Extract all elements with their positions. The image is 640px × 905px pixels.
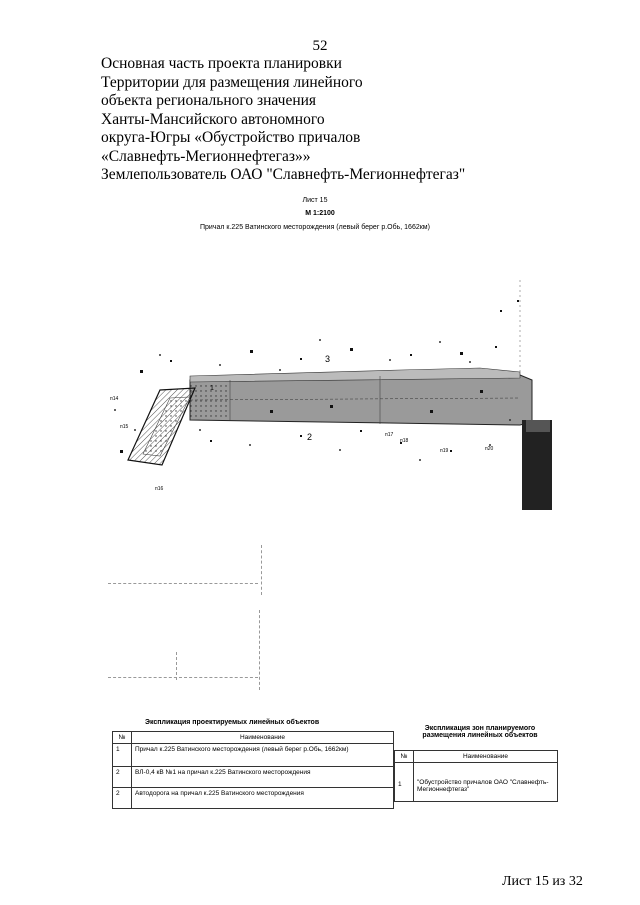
table-header-row — [395, 751, 558, 763]
table-linear-objects — [112, 731, 394, 809]
table-cell: Причал к.225 Ватинского месторождения (левый берег р.Обь, 1662км) — [132, 744, 394, 767]
zone-label-2: 2 — [307, 432, 313, 442]
dashed-guide-vertical — [261, 545, 262, 595]
table-zones-caption-line: размещения линейных объектов — [422, 732, 538, 739]
table-row — [113, 767, 394, 788]
table-cell: 1 — [395, 763, 414, 802]
object-caption: Причал к.225 Ватинского месторождения (левый берег р.Обь, 1662км) — [200, 224, 430, 231]
page-footer: Лист 15 из 32 — [502, 874, 583, 889]
zone-label-3: 3 — [325, 354, 331, 364]
dark-block-top — [526, 420, 550, 432]
table-row — [395, 763, 558, 802]
table-header-cell: Наименование — [132, 732, 394, 744]
table-header-cell: Наименование — [414, 751, 558, 763]
dashed-guide-vertical — [259, 610, 260, 690]
sheet-label: Лист 15 — [302, 197, 328, 204]
point-label: п18 — [400, 438, 409, 444]
site-plan-drawing — [100, 280, 560, 520]
point-label: п14 — [110, 396, 119, 402]
dashed-guide-horizontal — [108, 583, 258, 584]
table-cell: 2 — [113, 788, 132, 809]
dashed-guide-horizontal — [108, 677, 258, 678]
header-line: «Славнефть-Мегионнефтегаз»» — [101, 147, 311, 165]
header-line: объекта регионального значения — [101, 92, 317, 109]
table-header-cell: № — [395, 751, 414, 763]
point-label: п19 — [440, 448, 449, 454]
point-label: п17 — [385, 432, 394, 438]
table-cell: 2 — [113, 767, 132, 788]
header-line: Основная часть проекта планировки — [101, 55, 342, 72]
table-header-row — [113, 732, 394, 744]
page-number: 52 — [312, 38, 328, 54]
table-cell: ВЛ-0,4 кВ №1 на причал к.225 Ватинского месторождения — [132, 767, 394, 788]
header-line: Территории для размещения линейного — [101, 73, 363, 91]
point-label: п16 — [155, 486, 164, 492]
dark-block — [522, 420, 552, 510]
dashed-guide-vertical — [176, 652, 177, 680]
document-header — [101, 55, 465, 185]
scale-label: М 1:2100 — [305, 210, 335, 217]
table-row — [113, 744, 394, 767]
header-line: округа-Югры «Обустройство причалов — [101, 129, 361, 146]
table-linear-caption: Экспликация проектируемых линейных объектов — [145, 719, 320, 726]
table-cell: Автодорога на причал к.225 Ватинского месторождения — [132, 788, 394, 809]
table-header-cell: № — [113, 732, 132, 744]
table-zones — [394, 750, 558, 802]
pier-zone-polygon — [190, 375, 532, 425]
table-zones-caption — [400, 725, 560, 739]
point-label: п15 — [120, 424, 129, 430]
table-zones-caption-line: Экспликация зон планируемого — [424, 725, 536, 732]
header-line: Ханты-Мансийского автономного — [101, 110, 325, 128]
point-label: п20 — [485, 446, 494, 452]
table-cell: "Обустройство причалов ОАО "Славнефть-Мегионнефтегаз" — [414, 763, 558, 802]
zone-label-1: 1 — [210, 385, 214, 392]
table-row — [113, 788, 394, 809]
header-line: Землепользователь ОАО "Славнефть-Мегионнефтегаз" — [101, 166, 466, 183]
table-cell: 1 — [113, 744, 132, 767]
